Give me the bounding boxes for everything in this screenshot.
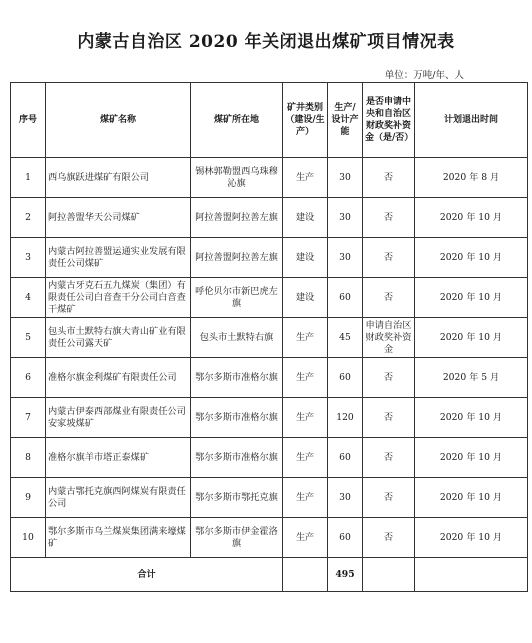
table-row	[11, 478, 528, 518]
cell-exit-time: 2020 年 8 月	[415, 158, 528, 198]
cell-type: 生产	[283, 438, 328, 478]
cell-type: 建设	[283, 198, 328, 238]
header-type: 矿井类别（建设/生产）	[283, 83, 328, 158]
table-row	[11, 438, 528, 478]
cell-location: 包头市土默特右旗	[191, 318, 283, 358]
cell-exit-time: 2020 年 5 月	[415, 358, 528, 398]
cell-subsidy: 否	[363, 398, 415, 438]
cell-subsidy: 否	[363, 438, 415, 478]
cell-exit-time: 2020 年 10 月	[415, 318, 528, 358]
cell-exit-time: 2020 年 10 月	[415, 278, 528, 318]
header-subsidy: 是否申请中央和自治区财政奖补资金（是/否）	[363, 83, 415, 158]
cell-capacity: 120	[328, 398, 363, 438]
cell-seq: 6	[11, 358, 46, 398]
cell-location: 鄂尔多斯市鄂托克旗	[191, 478, 283, 518]
header-capacity: 生产/设计产能	[328, 83, 363, 158]
table-row	[11, 518, 528, 558]
cell-seq: 3	[11, 238, 46, 278]
cell-seq: 2	[11, 198, 46, 238]
cell-capacity: 30	[328, 238, 363, 278]
cell-exit-time: 2020 年 10 月	[415, 518, 528, 558]
cell-exit-time: 2020 年 10 月	[415, 478, 528, 518]
cell-name: 内蒙古阿拉善盟运通实业发展有限责任公司煤矿	[46, 238, 191, 278]
cell-location: 鄂尔多斯市伊金霍洛旗	[191, 518, 283, 558]
cell-exit-time: 2020 年 10 月	[415, 198, 528, 238]
cell-name: 内蒙古伊泰西部煤业有限责任公司安家坡煤矿	[46, 398, 191, 438]
cell-subsidy: 申请自治区财政奖补资金	[363, 318, 415, 358]
total-label: 合计	[11, 558, 283, 592]
cell-type: 建设	[283, 278, 328, 318]
cell-subsidy: 否	[363, 278, 415, 318]
cell-capacity: 60	[328, 518, 363, 558]
cell-type: 生产	[283, 478, 328, 518]
cell-exit-time: 2020 年 10 月	[415, 238, 528, 278]
cell-name: 包头市土默特右旗大青山矿业有限责任公司露天矿	[46, 318, 191, 358]
cell-subsidy: 否	[363, 478, 415, 518]
cell-location: 锡林郭勒盟西乌珠穆沁旗	[191, 158, 283, 198]
table-row	[11, 398, 528, 438]
table-row	[11, 358, 528, 398]
cell-capacity: 60	[328, 278, 363, 318]
header-row	[11, 83, 528, 158]
cell-location: 阿拉善盟阿拉善左旗	[191, 238, 283, 278]
cell-name: 准格尔旗羊市塔正泰煤矿	[46, 438, 191, 478]
cell-name: 内蒙古鄂托克旗西阿煤炭有限责任公司	[46, 478, 191, 518]
cell-seq: 1	[11, 158, 46, 198]
cell-seq: 4	[11, 278, 46, 318]
cell-subsidy: 否	[363, 518, 415, 558]
cell-location: 鄂尔多斯市准格尔旗	[191, 438, 283, 478]
header-name: 煤矿名称	[46, 83, 191, 158]
cell-location: 鄂尔多斯市准格尔旗	[191, 358, 283, 398]
cell-capacity: 30	[328, 478, 363, 518]
cell-subsidy: 否	[363, 238, 415, 278]
cell-seq: 9	[11, 478, 46, 518]
cell-capacity: 45	[328, 318, 363, 358]
cell-location: 阿拉善盟阿拉善左旗	[191, 198, 283, 238]
cell-subsidy: 否	[363, 158, 415, 198]
total-exit-time-empty	[415, 558, 528, 592]
cell-capacity: 30	[328, 158, 363, 198]
cell-type: 建设	[283, 238, 328, 278]
cell-capacity: 60	[328, 358, 363, 398]
cell-type: 生产	[283, 358, 328, 398]
header-location: 煤矿所在地	[191, 83, 283, 158]
cell-capacity: 30	[328, 198, 363, 238]
cell-exit-time: 2020 年 10 月	[415, 398, 528, 438]
header-exit-time: 计划退出时间	[415, 83, 528, 158]
cell-seq: 7	[11, 398, 46, 438]
total-row	[11, 558, 528, 592]
table-row	[11, 158, 528, 198]
table-row	[11, 198, 528, 238]
coal-mine-table	[10, 82, 528, 592]
cell-name: 阿拉善盟华天公司煤矿	[46, 198, 191, 238]
total-subsidy-empty	[363, 558, 415, 592]
cell-type: 生产	[283, 158, 328, 198]
page-title: 内蒙古自治区 2020 年关闭退出煤矿项目情况表	[77, 32, 455, 52]
cell-seq: 8	[11, 438, 46, 478]
cell-name: 鄂尔多斯市乌兰煤炭集团满来壕煤矿	[46, 518, 191, 558]
cell-location: 呼伦贝尔市新巴虎左旗	[191, 278, 283, 318]
table-row	[11, 318, 528, 358]
cell-subsidy: 否	[363, 198, 415, 238]
cell-name: 准格尔旗金利煤矿有限责任公司	[46, 358, 191, 398]
cell-seq: 5	[11, 318, 46, 358]
cell-type: 生产	[283, 318, 328, 358]
unit-note: 单位：万吨/年、人	[384, 70, 464, 81]
table-row	[11, 238, 528, 278]
header-seq: 序号	[11, 83, 46, 158]
cell-exit-time: 2020 年 10 月	[415, 438, 528, 478]
cell-type: 生产	[283, 398, 328, 438]
total-capacity: 495	[328, 558, 363, 592]
cell-location: 鄂尔多斯市准格尔旗	[191, 398, 283, 438]
table-row	[11, 278, 528, 318]
cell-name: 内蒙古牙克石五九煤炭（集团）有限责任公司白音查干分公司白音查干煤矿	[46, 278, 191, 318]
cell-type: 生产	[283, 518, 328, 558]
total-type-empty	[283, 558, 328, 592]
cell-capacity: 60	[328, 438, 363, 478]
cell-name: 西乌旗跃进煤矿有限公司	[46, 158, 191, 198]
cell-seq: 10	[11, 518, 46, 558]
cell-subsidy: 否	[363, 358, 415, 398]
